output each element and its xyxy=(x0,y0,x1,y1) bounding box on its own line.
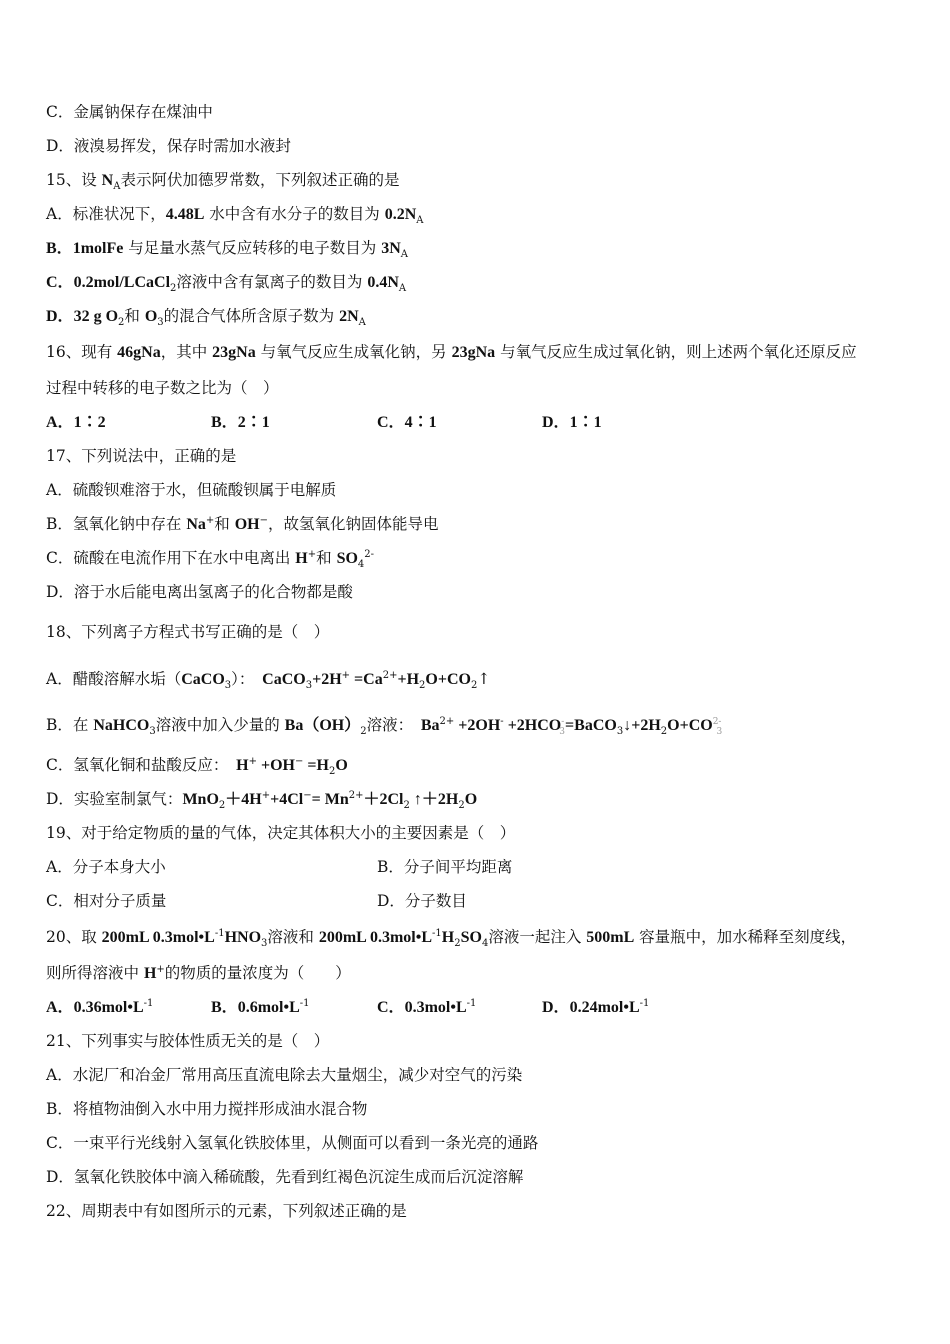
text-line xyxy=(46,473,916,507)
text-run: +OH xyxy=(256,757,295,774)
text-run: 和 xyxy=(316,549,337,567)
formula-script: 2 xyxy=(454,938,461,950)
text-run: 1∶1 xyxy=(569,414,602,431)
text-line xyxy=(46,95,916,129)
text-run: ↓+2H xyxy=(623,717,661,734)
text-run: D． xyxy=(542,414,570,431)
formula-script: 4 xyxy=(481,938,489,950)
text-run: D． xyxy=(542,999,570,1016)
text-run: B．将植物油倒入水中用力搅拌形成油水混合物 xyxy=(46,1100,368,1118)
text-run: ＋4H xyxy=(225,791,262,808)
option-choice xyxy=(377,850,512,884)
formula-script: 2+ xyxy=(348,789,364,801)
text-run: O xyxy=(144,308,158,325)
text-run: A．分子本身大小 xyxy=(46,858,166,876)
text-run: 2∶1 xyxy=(237,414,270,431)
formula-script: + xyxy=(307,548,317,560)
text-run: 0.4N xyxy=(367,274,399,291)
text-run: C．金属钠保存在煤油中 xyxy=(46,103,213,121)
text-line xyxy=(46,163,916,197)
text-run: O+CO xyxy=(667,717,713,734)
text-run: MnO xyxy=(182,791,219,808)
text-run: D．液溴易挥发，保存时需加水液封 xyxy=(46,137,291,155)
text-run: A． xyxy=(46,414,74,431)
text-run: +2H xyxy=(312,671,342,688)
text-run: B． xyxy=(46,240,73,257)
text-run: =H xyxy=(303,757,329,774)
text-line xyxy=(46,850,916,884)
text-line xyxy=(46,884,916,919)
text-run: 和 xyxy=(124,307,145,325)
text-run: 0.6mol•L xyxy=(237,999,300,1016)
text-run: 3N xyxy=(381,240,401,257)
text-line xyxy=(46,333,916,371)
text-run: 的物质的量浓度为（ ） xyxy=(164,964,351,982)
formula-script: − xyxy=(294,755,304,767)
text-run: ，其中 xyxy=(160,343,213,361)
formula-script: 3 xyxy=(716,727,723,738)
text-run: CaCO xyxy=(262,671,306,688)
text-run: = Mn xyxy=(311,791,349,808)
text-run: HNO xyxy=(224,929,262,946)
text-line xyxy=(46,507,916,541)
option-choice xyxy=(211,990,309,1025)
text-run: B． xyxy=(211,999,238,1016)
text-run: 的混合气体所含原子数为 xyxy=(163,307,340,325)
formula-script: 4 xyxy=(357,559,365,571)
document-page xyxy=(46,95,916,1228)
text-run: 0.2N xyxy=(384,206,417,223)
formula-script: 3 xyxy=(224,680,232,692)
text-line xyxy=(46,129,916,163)
text-run: D．分子数目 xyxy=(377,892,467,910)
text-run: =Ca xyxy=(350,671,383,688)
text-run: ＋2Cl xyxy=(363,791,404,808)
text-run: 溶液中加入少量的 xyxy=(155,716,285,734)
text-run: SO xyxy=(336,550,358,567)
formula-script: -1 xyxy=(466,997,477,1009)
option-choice xyxy=(211,405,270,440)
text-line xyxy=(46,702,916,748)
text-run: 23gNa xyxy=(451,344,496,361)
text-line xyxy=(46,816,916,850)
formula-script: 3 xyxy=(261,938,268,950)
option-choice xyxy=(542,405,602,440)
text-run: 22、周期表中有如图所示的元素，下列叙述正确的是 xyxy=(46,1202,407,1220)
text-run: 过程中转移的电子数之比为（ ） xyxy=(46,379,279,397)
formula-script: -1 xyxy=(143,997,154,1009)
text-run: 0.3mol•L xyxy=(404,999,467,1016)
text-run: 32 g O xyxy=(73,308,119,325)
formula-script: 2 xyxy=(458,800,465,812)
text-run: 17、下列说法中，正确的是 xyxy=(46,447,237,465)
text-run: C． xyxy=(377,999,405,1016)
text-line xyxy=(46,990,916,1024)
option-choice xyxy=(46,990,153,1025)
text-run: H xyxy=(295,550,308,567)
text-run: C． xyxy=(377,414,405,431)
text-line xyxy=(46,1194,916,1228)
formula-script: 2 xyxy=(470,680,478,692)
text-run: A．醋酸溶解水垢（ xyxy=(46,670,182,688)
text-run: +4Cl xyxy=(270,791,304,808)
text-run: 4.48L xyxy=(165,206,205,223)
text-line xyxy=(46,919,916,956)
text-run: C．一束平行光线射入氢氧化铁胶体里，从侧面可以看到一条光亮的通路 xyxy=(46,1134,539,1152)
text-run: 20、取 xyxy=(46,928,102,946)
text-run: 19、对于给定物质的量的气体，决定其体积大小的主要因素是（ ） xyxy=(46,824,516,842)
formula-script: 3 xyxy=(149,726,156,738)
formula-script: 2 xyxy=(118,317,125,329)
text-run: B． xyxy=(211,414,238,431)
text-run: 21、下列事实与胶体性质无关的是（ ） xyxy=(46,1032,330,1050)
text-run: +2HCO xyxy=(503,717,562,734)
option-choice xyxy=(46,884,166,919)
formula-script: - xyxy=(561,716,565,727)
text-run: 溶液和 xyxy=(267,928,319,946)
formula-script: 2 xyxy=(170,283,177,295)
text-run: +2OH xyxy=(454,717,501,734)
text-line xyxy=(46,299,916,333)
text-run: O xyxy=(464,791,478,808)
text-run: 与足量水蒸气反应转移的电子数目为 xyxy=(123,239,382,257)
text-run: 23gNa xyxy=(212,344,256,361)
text-run: 200mL 0.3mol•L xyxy=(318,929,433,946)
text-run: D．溶于水后能电离出氢离子的化合物都是酸 xyxy=(46,583,353,601)
text-run: C． xyxy=(46,274,74,291)
text-run: 表示阿伏加德罗常数，下列叙述正确的是 xyxy=(120,171,400,189)
formula-script: 2 xyxy=(218,800,226,812)
text-run: 0.36mol•L xyxy=(73,999,144,1016)
option-choice xyxy=(46,405,106,440)
text-run: 1∶2 xyxy=(73,414,106,431)
text-run: +H xyxy=(397,671,420,688)
formula-script: + xyxy=(156,963,165,975)
text-run: ）： xyxy=(231,670,263,688)
text-line xyxy=(46,265,916,299)
text-run: B．在 xyxy=(46,716,94,734)
formula-script: -1 xyxy=(214,927,225,939)
text-run: N xyxy=(101,172,114,189)
formula-script: -1 xyxy=(432,927,442,939)
formula-script: 3 xyxy=(305,680,313,692)
text-run: ，故氢氧化钠固体能导电 xyxy=(268,515,439,533)
text-run: A．水泥厂和冶金厂常用高压直流电除去大量烟尘，减少对空气的污染 xyxy=(46,1066,523,1084)
text-run: 溶液中含有氯离子的数目为 xyxy=(176,273,368,291)
text-run: Ba xyxy=(420,717,440,734)
text-run: 18、下列离子方程式书写正确的是（ ） xyxy=(46,623,330,641)
text-run: Ba xyxy=(284,717,304,734)
formula-script: A xyxy=(358,317,366,329)
text-run: 4∶1 xyxy=(404,414,437,431)
formula-script: 2 xyxy=(360,726,367,738)
text-line xyxy=(46,956,916,990)
text-run: 500mL xyxy=(586,929,635,946)
formula-script: A xyxy=(398,283,407,295)
text-run: 0.24mol•L xyxy=(569,999,640,1016)
formula-script: − xyxy=(303,789,312,801)
text-line xyxy=(46,439,916,473)
formula-script: 2+ xyxy=(382,669,398,681)
text-run: D．氢氧化铁胶体中滴入稀硫酸，先看到红褐色沉淀生成而后沉淀溶解 xyxy=(46,1168,524,1186)
formula-script: 3 xyxy=(559,727,566,738)
text-run: （OH） xyxy=(303,717,361,734)
formula-script: A xyxy=(400,249,408,261)
text-run: A．硫酸钡难溶于水，但硫酸钡属于电解质 xyxy=(46,481,337,499)
text-run: D．实验室制氯气： xyxy=(46,790,183,808)
option-choice xyxy=(377,884,467,919)
text-run: 200mL 0.3mol•L xyxy=(101,929,215,946)
text-run: CaCO xyxy=(181,671,225,688)
text-run: D． xyxy=(46,308,74,325)
text-run: H xyxy=(143,965,157,982)
text-line xyxy=(46,748,916,782)
text-line xyxy=(46,371,916,405)
formula-script: + xyxy=(341,669,351,681)
text-run: 46gNa xyxy=(117,344,161,361)
formula-script: A xyxy=(113,181,121,193)
text-run: =BaCO xyxy=(565,717,617,734)
text-run: 则所得溶液中 xyxy=(46,964,144,982)
text-run: ↑＋2H xyxy=(409,791,459,808)
text-run: A． xyxy=(46,999,74,1016)
text-run: B．氢氧化钠中存在 xyxy=(46,515,187,533)
formula-script: 2 xyxy=(660,726,668,738)
text-run: 溶液： xyxy=(366,716,421,734)
text-run: OH xyxy=(234,516,260,533)
text-line xyxy=(46,405,916,439)
text-run: 和 xyxy=(214,515,235,533)
text-line xyxy=(46,541,916,575)
text-run: B．分子间平均距离 xyxy=(377,858,513,876)
text-run: ↑ xyxy=(477,670,491,688)
text-run: O xyxy=(335,757,348,774)
text-run: C．硫酸在电流作用下在水中电离出 xyxy=(46,549,296,567)
option-choice xyxy=(377,405,437,440)
text-line xyxy=(46,1058,916,1092)
text-line xyxy=(46,782,916,816)
formula-script: - xyxy=(500,715,504,727)
text-run: 1molFe xyxy=(72,240,124,257)
formula-script: 2- xyxy=(712,716,722,727)
text-run: 与氧气反应生成过氧化钠，则上述两个氧化还原反应 xyxy=(495,343,857,361)
text-line xyxy=(46,1160,916,1194)
option-choice xyxy=(542,990,649,1025)
formula-script: A xyxy=(416,215,424,227)
text-run: 与氧气反应生成氧化钠，另 xyxy=(255,343,452,361)
formula-script: 2 xyxy=(419,680,426,692)
text-line xyxy=(46,656,916,702)
formula-script: 3 xyxy=(157,317,164,329)
text-run: A．标准状况下， xyxy=(46,205,166,223)
text-line xyxy=(46,1024,916,1058)
text-run: 0.2mol/LCaCl xyxy=(73,274,171,291)
text-line xyxy=(46,197,916,231)
formula-script: + xyxy=(261,789,271,801)
text-run: C．氢氧化铜和盐酸反应： xyxy=(46,756,237,774)
formula-script: -1 xyxy=(299,997,310,1009)
formula-script: + xyxy=(205,514,215,526)
text-run: SO xyxy=(460,929,482,946)
formula-script: 2- xyxy=(364,548,375,560)
text-line xyxy=(46,231,916,265)
text-line xyxy=(46,1092,916,1126)
formula-script: 3 xyxy=(616,726,624,738)
text-run: 16、现有 xyxy=(46,343,118,361)
text-run: 2N xyxy=(339,308,359,325)
option-choice xyxy=(46,850,166,884)
formula-script: -1 xyxy=(639,997,650,1009)
formula-script: − xyxy=(259,514,268,526)
text-run: NaHCO xyxy=(93,717,150,734)
text-run: 水中含有水分子的数目为 xyxy=(204,205,385,223)
formula-script: + xyxy=(248,755,257,767)
formula-script: 2 xyxy=(403,800,410,812)
formula-script: 2+ xyxy=(439,715,455,727)
text-line xyxy=(46,575,916,609)
formula-script: 2 xyxy=(328,766,336,778)
option-choice xyxy=(377,990,476,1025)
text-run: 容量瓶中，加水稀释至刻度线， xyxy=(634,928,857,946)
text-run: 15、设 xyxy=(46,171,102,189)
text-run: C．相对分子质量 xyxy=(46,892,167,910)
text-run: H xyxy=(236,757,249,774)
text-run: H xyxy=(441,929,455,946)
text-line xyxy=(46,609,916,656)
text-run: 溶液一起注入 xyxy=(488,928,587,946)
text-line xyxy=(46,1126,916,1160)
text-run: O+CO xyxy=(425,671,471,688)
text-run: Na xyxy=(186,516,206,533)
